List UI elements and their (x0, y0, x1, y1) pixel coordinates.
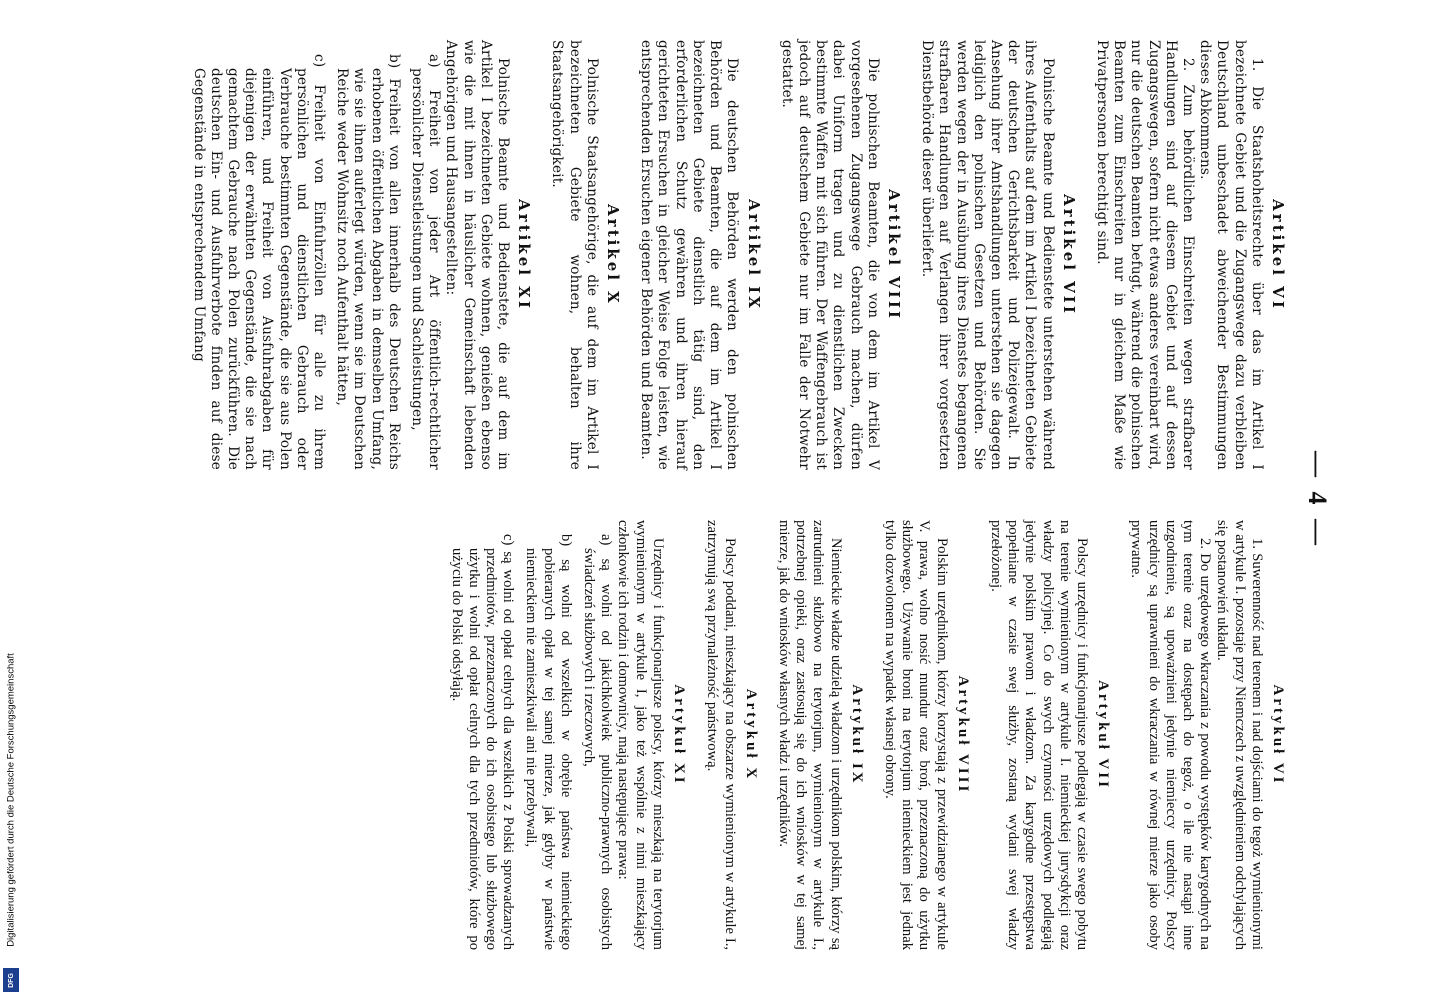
digitization-credit (0, 0, 22, 1000)
polish-article-9-para-1: Niemieckie władze udzielą władzom i urzędnikom polskim, którzy są zatrudnieni służbowo na terytorjum, wymienionym w artykule I., potrzebnej opieki, oraz zastosują się do ich wniosków w tej samej mierze, jak do wniosków własnych władz i urzędników. (775, 520, 844, 950)
polish-article-9-heading: Artykuł IX (848, 684, 865, 786)
german-article-11-item-b: b) Freiheit von allen innerhalb des Deutschen Reichs erhobenen öffentlichen Abgaben in demselben Umfang, wie sie ihnen auferlegt würden, wenn sie im Deutschen Reiche weder Wohnsitz noch Aufenthalt hätten, (334, 54, 402, 470)
german-article-11-heading: Artikel XI (515, 199, 534, 311)
dfg-logo-text: DFG (7, 972, 15, 988)
polish-article-6-para-2: 2. Do urzędowego wkraczania z powodu występków karygodnych na tym terenie oraz na dostępach do tegoż, o ile nie nastąpi inne uzgodnienie, są upoważnieni jedynie niemieccy urzędnicy. Polscy urzędnicy są uprawnieni do wkraczania w równej mierze jako osoby prywatne. (1128, 520, 1214, 950)
german-article-7-heading: Artikel VII (1059, 194, 1078, 316)
polish-article-11-heading: Artykuł XI (671, 684, 688, 786)
german-article-11-item-c: c) Freiheit von Einfuhrzöllen für alle zu ihrem persönlichen und dienstlichen Gebrauch oder Verbrauche bestimmten Gegenstände, die sie aus Polen einführen, und Freiheit von Ausfuhrabgaben für diejenigen der erwähnten Gegenstände, die sie nach gemachtem Gebrauche nach Polen zurückführen. Die deutschen Ein- und Ausfuhrverbote finden auf diese Gegenstände in entsprechendem Umfang (190, 54, 328, 470)
german-article-11-item-a: a) Freiheit von jeder Art öffentlich-rechtlicher persönlicher Dienstleistungen und Sachleistungen, (409, 54, 443, 470)
german-article-8-para-1: Die polnischen Beamten, die von dem im Artikel V vorgesehenen Zugangswege Gebrauch machen, dürfen dabei Uniform tragen und zu dienstlichen Zwecken bestimmte Waffen mit sich führen. Der Waffengebrauch ist jedoch auf deutschem Gebiete nur im Falle der Notwehr gestattet. (778, 40, 881, 470)
german-article-9-heading: Artikel IX (744, 199, 763, 311)
polish-article-8-heading: Artykuł VIII (954, 675, 971, 795)
polish-article-7-para-1: Polscy urzędnicy i funkcjonarjusze podlegają w czasie swego pobytu na terenie wymienionym w artykule I. niemieckiej jurysdykcji oraz władzy policyjnej. Co do swych czynności urzędowych podlegają jedynie polskim prawom i władzom. Za karygodne przestępstwa popełniane w czasie swej służby, zostaną wydani swej władzy przełożonej. (987, 520, 1090, 950)
german-article-6-heading: Artikel VI (1269, 199, 1287, 311)
polish-article-11-para-1: Urzędnicy i funkcjonarjusze polscy, którzy mieszkają na terytorjum wymienionym w artykule I, jako też wspólnie z nimi mieszkający członkowie ich rodzin i domownicy, mają następujące prawa: (615, 520, 666, 950)
polish-article-11-item-b: b) są wolni od wszelkich w obrębie państwa niemieckiego pobieranych opłat w tej samej mierze, jak gdyby w państwie niemieckiem nie zamieszkiwali ani nie przebywali, (523, 534, 574, 950)
german-article-9-para-1: Die deutschen Behörden werden den polnischen Behörden und Beamten, die auf dem im Artikel I bezeichneten Gebiete dienstlich tätig sind, den erforderlichen Schutz gewähren und ihren hierauf gerichteten Ersuchen in gleicher Weise Folge leisten, wie entsprechenden Ersuchen eigener Behörden und Beamten. (638, 40, 741, 470)
page-number: — 4 — (1303, 451, 1332, 549)
german-column (189, 40, 1290, 470)
german-article-8-heading: Artikel VIII (884, 189, 903, 321)
polish-article-6-heading: Artykuł VI (1270, 684, 1286, 786)
polish-article-10-heading: Artykuł X (742, 688, 759, 782)
dfg-logo (3, 968, 19, 992)
german-article-10-heading: Artikel X (604, 204, 623, 306)
polish-article-11-item-a: a) są wolni od jakichkolwiek publiczno-prawnych osobistych świadczeń służbowych i rzeczowych, (581, 534, 615, 950)
polish-article-11-item-c: c) są wolni od opłat celnych dla wszelkich z Polski sprowadzanych przedmiotów, przeznaczonych do ich osobistego lub służbowego użytku i wolni od opłat celnych dla tych przedmiotów, które po użyciu do Polski odsyłają. (448, 534, 517, 950)
german-article-6-para-2: 2. Zum behördlichen Einschreiten wegen strafbarer Handlungen sind auf diesem Gebiet und auf dessen Zugangswegen, sofern nicht etwas anderes vereinbart wird, nur die deutschen Beamten befugt, während die polnischen Beamten zum Einschreiten nur in gleichem Maße wie Privatpersonen berechtigt sind. (1093, 40, 1196, 470)
polish-article-10-para-1: Polscy poddani, mieszkający na obszarze wymienionym w artykule I., zatrzymują swą przynależność państwową. (704, 520, 738, 950)
polish-article-8-para-1: Polskim urzędnikom, którzy korzystają z przewidzianego w artykule V. prawa, wolno nosić mundur oraz broń, przeznaczoną do użytku służbowego. Używanie broni na terytorjum niemieckiem jest jednak tylko dozwolonem na wypadek własnej obrony. (881, 520, 950, 950)
polish-article-7-heading: Artykuł VII (1095, 680, 1112, 790)
credit-text: Digitalisierung gefördert durch die Deutsche Forschungsgemeinschaft (5, 653, 17, 947)
polish-column (447, 520, 1290, 950)
polish-article-6-para-1: 1. Suwerenność nad terenem i nad dojściami do tegoż wymienionymi w artykule I. pozostaje przy Niemczech z uwzględnieniem odchylających się postanowień układu. (1214, 520, 1265, 950)
german-article-7-para-1: Polnische Beamte und Bedienstete unterstehen während ihres Aufenthalts auf dem im Artikel I bezeichneten Gebiete der deutschen Gerichtsbarkeit und Polizeigewalt. In Ansehung ihrer Amtshandlungen unterstehen sie dagegen lediglich den polnischen Gesetzen und Behörden. Sie werden wegen der in Ausübung ihres Dienstes begangenen strafbaren Handlungen auf Verlangen ihrer vorgesetzten Dienstbehörde dieser überliefert. (919, 40, 1056, 470)
german-article-11-para-1: Polnische Beamte und Bedienstete, die auf dem im Artikel I bezeichneten Gebiete wohnen, genießen ebenso wie die mit ihnen in häuslicher Gemeinschaft lebenden Angehörigen und Hausangestellten: (443, 40, 512, 470)
german-article-10-para-1: Polnische Staatsangehörige, die auf dem im Artikel I bezeichneten Gebiete wohnen, behalten ihre Staatsangehörigkeit. (549, 40, 600, 470)
scanned-sheet (122, 40, 1332, 960)
german-article-6-para-1: 1. Die Staatshoheitsrechte über das im Artikel I bezeichnete Gebiet und die Zugangswege dazu verbleiben Deutschland unbeschadet abweichender Bestimmungen dieses Abkommens. (1197, 40, 1265, 470)
